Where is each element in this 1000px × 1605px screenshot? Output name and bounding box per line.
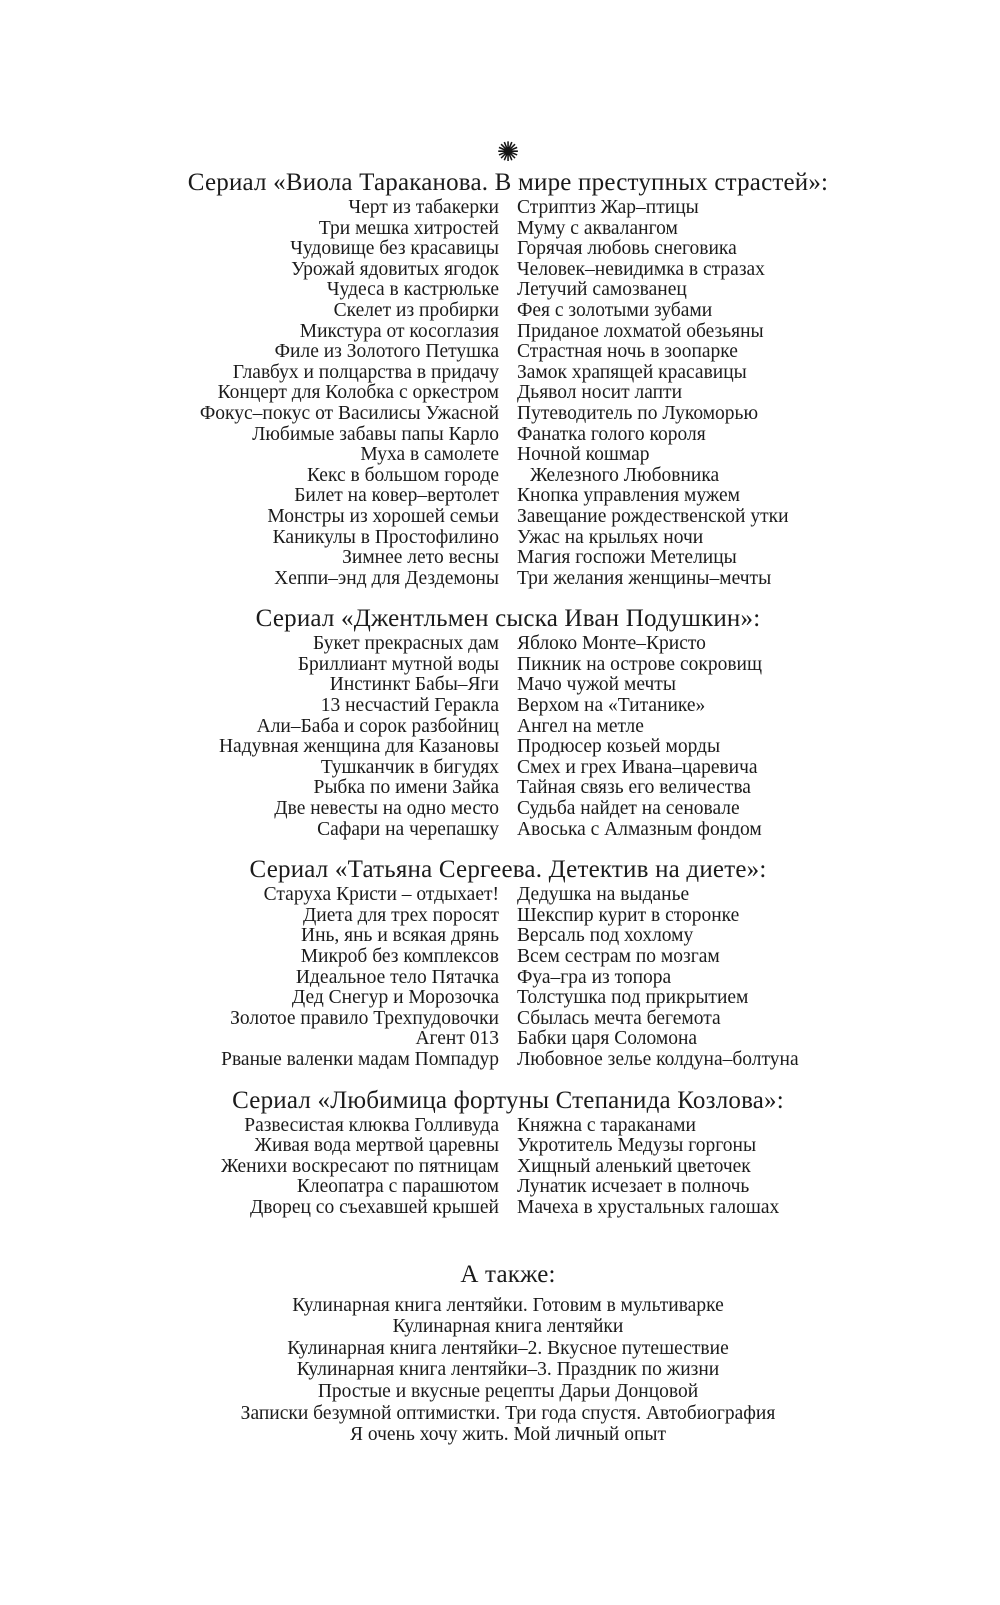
book-title: Простые и вкусные рецепты Дарьи Донцовой <box>317 1380 699 1402</box>
book-title: Дворец со съехавшей крышей <box>249 1196 499 1218</box>
book-title: Тушканчик в бигудях <box>320 756 499 778</box>
book-title: Фея с золотыми зубами <box>517 299 713 321</box>
book-title: Муму с аквалангом <box>517 217 678 239</box>
series-columns <box>145 634 871 840</box>
book-title: Завещание рождественской утки <box>517 505 789 527</box>
series-columns <box>145 198 871 589</box>
book-title: Рыбка по имени Зайка <box>313 777 499 799</box>
series-title: Сериал «Джентльмен сыска Иван Подушкин»: <box>255 605 761 633</box>
book-title: Концерт для Колобка с оркестром <box>217 382 499 404</box>
series-column-left <box>145 198 499 589</box>
book-title: Билет на ковер–вертолет <box>294 485 499 507</box>
ornament-asterisk-icon: ✺ <box>496 137 520 167</box>
series-section-2 <box>145 856 871 1070</box>
book-title: Чудовище без красавицы <box>290 238 499 260</box>
series-column-left <box>145 885 499 1070</box>
also-book-list <box>145 1295 871 1446</box>
book-title: Дед Снегур и Морозочка <box>291 987 499 1009</box>
book-title: Мачеха в хрустальных галошах <box>517 1196 780 1218</box>
book-title: Магия госпожи Метелицы <box>517 547 737 569</box>
book-title: Сбылась мечта бегемота <box>517 1007 721 1029</box>
book-title: Диета для трех поросят <box>302 904 499 926</box>
book-title: Хищный аленький цветочек <box>517 1155 751 1177</box>
book-title: Всем сестрам по мозгам <box>517 946 720 967</box>
book-title: Записки безумной оптимистки. Три года спустя. Автобиография <box>240 1402 776 1424</box>
book-title: Тайная связь его величества <box>517 777 751 799</box>
book-title: Я очень хочу жить. Мой личный опыт <box>349 1424 667 1446</box>
book-title: Человек–невидимка в стразах <box>517 258 765 280</box>
series-sections <box>145 169 871 1219</box>
book-title: Шекспир курит в сторонке <box>517 904 740 926</box>
series-title: Сериал «Виола Тараканова. В мире преступных страстей»: <box>187 169 829 196</box>
book-title: Муха в самолете <box>360 444 499 466</box>
book-title: Замок храпящей красавицы <box>517 361 747 383</box>
book-title: Толстушка под прикрытием <box>517 987 749 1009</box>
book-title: Надувная женщина для Казановы <box>218 736 499 758</box>
book-title: Фокус–покус от Василисы Ужасной <box>199 402 499 424</box>
book-title: Любимые забавы папы Карло <box>252 423 499 445</box>
book-title: Продюсер козьей морды <box>517 736 721 758</box>
book-title: Монстры из хорошей семьи <box>267 505 499 527</box>
book-title: Инстинкт Бабы–Яги <box>329 674 499 696</box>
book-title: Ужас на крыльях ночи <box>517 526 704 548</box>
book-title: Филе из Золотого Петушка <box>274 341 499 363</box>
book-title: Любовное зелье колдуна–болтуна <box>517 1048 799 1070</box>
book-title: Каникулы в Простофилино <box>272 526 499 548</box>
book-title: Кекс в большом городе <box>307 464 499 486</box>
book-title: Бриллиант мутной воды <box>297 653 499 675</box>
also-section-title: А также: <box>460 1260 556 1288</box>
book-title: Чудеса в кастрюльке <box>326 279 499 301</box>
book-title: Версаль под хохлому <box>517 925 694 947</box>
series-section-0 <box>145 169 871 589</box>
book-title: Горячая любовь снеговика <box>517 238 737 260</box>
book-title: Букет прекрасных дам <box>313 633 499 655</box>
book-title: Сафари на черепашку <box>317 818 499 840</box>
book-title: Фанатка голого короля <box>517 423 706 445</box>
series-column-right <box>517 885 871 1070</box>
book-title: Главбух и полцарства в придачу <box>232 361 499 383</box>
book-title: Кулинарная книга лентяйки <box>392 1316 624 1338</box>
book-title: Княжна с тараканами <box>517 1114 696 1136</box>
also-section <box>145 1261 871 1446</box>
book-title: Дьявол носит лапти <box>517 382 683 404</box>
series-section-3 <box>145 1087 871 1219</box>
book-title: Женихи воскресают по пятницам <box>221 1155 499 1177</box>
book-title: Ангел на метле <box>517 715 644 737</box>
book-title: Скелет из пробирки <box>333 299 499 321</box>
book-title: Черт из табакерки <box>348 197 499 218</box>
series-column-left <box>145 634 499 840</box>
book-title: Кнопка управления мужем <box>517 485 741 507</box>
book-title: Зимнее лето весны <box>342 547 499 569</box>
book-title: Фуа–гра из топора <box>517 966 672 988</box>
book-title: Али–Баба и сорок разбойниц <box>256 715 499 737</box>
book-title: Живая вода мертвой царевны <box>254 1135 499 1157</box>
book-title: Микроб без комплексов <box>300 946 499 967</box>
book-title: Верхом на «Титанике» <box>517 695 706 717</box>
series-column-right <box>517 1116 871 1219</box>
book-title: Стриптиз Жар–птицы <box>517 197 699 218</box>
book-title: Развесистая клюква Голливуда <box>244 1114 499 1136</box>
book-title: Две невесты на одно место <box>274 798 499 820</box>
book-title: Лунатик исчезает в полночь <box>517 1176 750 1198</box>
book-title: Авоська с Алмазным фондом <box>517 818 762 840</box>
book-title: Мачо чужой мечты <box>517 674 676 696</box>
book-title: Рваные валенки мадам Помпадур <box>221 1048 499 1070</box>
series-section-1 <box>145 605 871 840</box>
book-title: Три желания женщины–мечты <box>517 567 772 589</box>
book-title: Судьба найдет на сеновале <box>517 798 740 820</box>
book-title: Хеппи–энд для Дездемоны <box>274 567 499 589</box>
book-title: Инь, янь и всякая дрянь <box>300 925 499 947</box>
series-column-right <box>517 634 871 840</box>
series-columns <box>145 1116 871 1219</box>
book-title: Золотое правило Трехпудовочки <box>230 1007 499 1029</box>
series-title: Сериал «Татьяна Сергеева. Детектив на диете»: <box>249 856 767 884</box>
book-title: Укротитель Медузы горгоны <box>517 1135 757 1157</box>
book-title: Летучий самозванец <box>517 279 687 301</box>
book-title: Дедушка на выданье <box>517 884 690 906</box>
book-title: Ночной кошмар <box>517 444 650 466</box>
book-title: Смех и грех Ивана–царевича <box>517 756 758 778</box>
book-title: Страстная ночь в зоопарке <box>517 341 738 363</box>
book-title: 13 несчастий Геракла <box>320 695 499 717</box>
series-columns <box>145 885 871 1070</box>
series-column-left <box>145 1116 499 1219</box>
book-title: Железного Любовника <box>530 464 720 486</box>
book-title: Агент 013 <box>415 1028 499 1050</box>
book-title: Пикник на острове сокровищ <box>517 653 762 675</box>
book-title: Старуха Кристи – отдыхает! <box>263 884 499 906</box>
book-title: Идеальное тело Пятачка <box>295 966 499 988</box>
book-title: Урожай ядовитых ягодок <box>291 258 499 280</box>
book-title: Кулинарная книга лентяйки–2. Вкусное путешествие <box>287 1337 729 1359</box>
series-title: Сериал «Любимица фортуны Степанида Козлова»: <box>232 1086 784 1114</box>
book-title: Кулинарная книга лентяйки. Готовим в мультиварке <box>292 1294 724 1316</box>
book-title: Кулинарная книга лентяйки–3. Праздник по жизни <box>296 1359 720 1381</box>
book-title: Яблоко Монте–Кристо <box>517 633 706 655</box>
book-title: Приданое лохматой обезьяны <box>517 320 764 342</box>
book-title: Клеопатра с парашютом <box>296 1176 499 1198</box>
book-title: Микстура от косоглазия <box>299 320 499 342</box>
book-title: Путеводитель по Лукоморью <box>517 402 759 424</box>
book-frontmatter-page <box>145 0 871 1446</box>
book-title: Бабки царя Соломона <box>517 1028 698 1050</box>
book-title: Три мешка хитростей <box>318 217 499 239</box>
series-column-right <box>517 198 871 589</box>
